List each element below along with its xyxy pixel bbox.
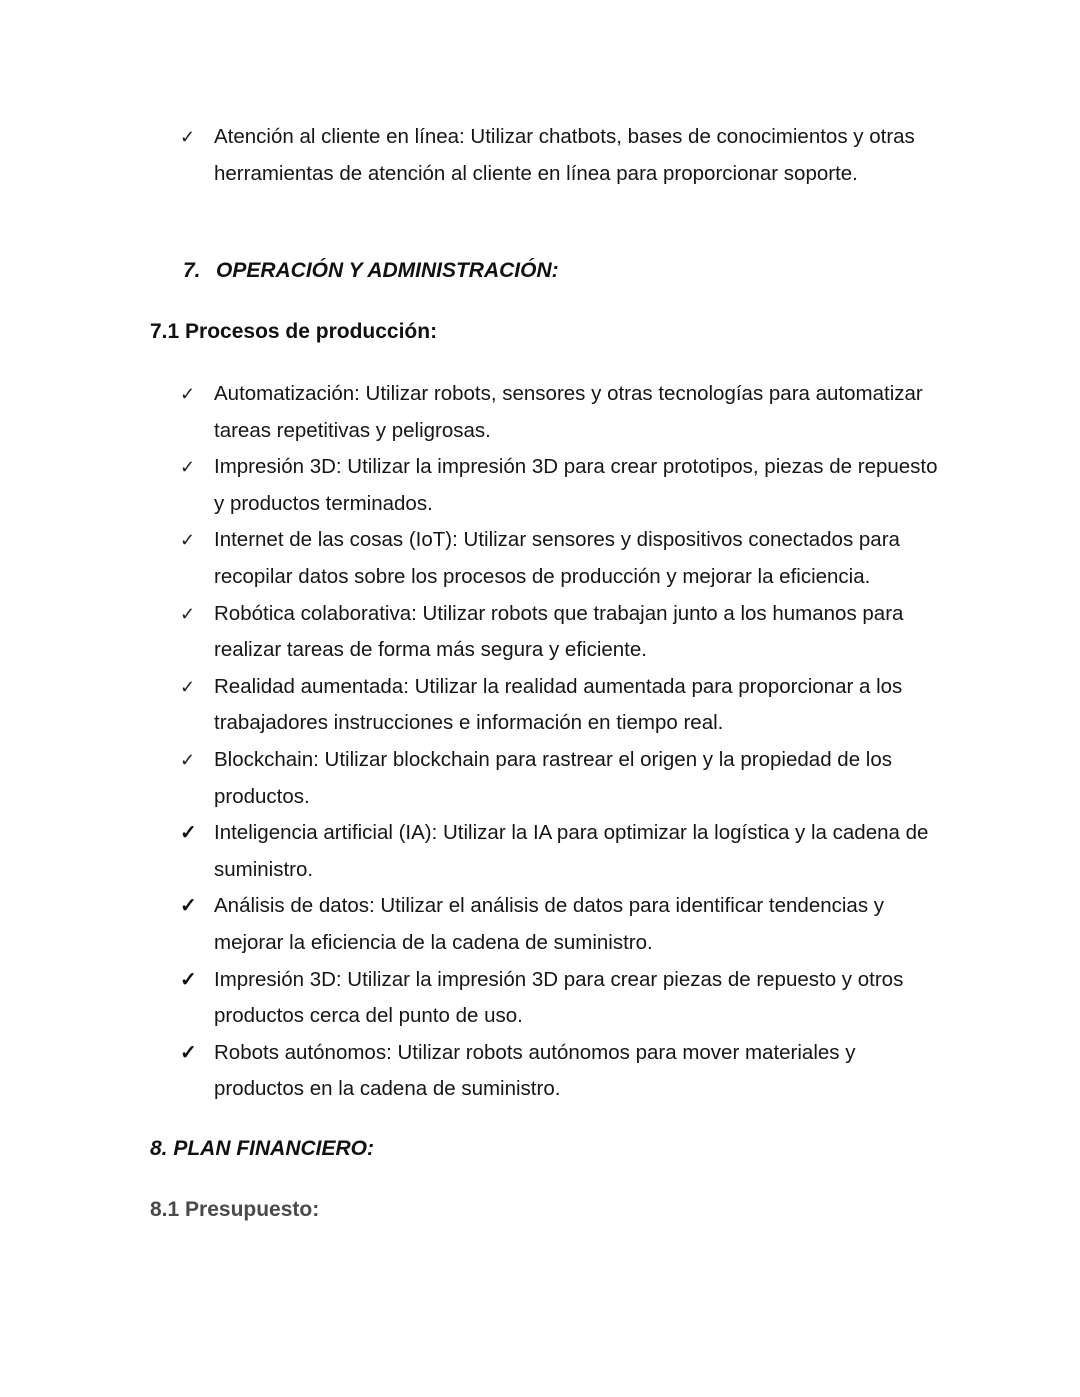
checkmark-icon: ✓ xyxy=(180,603,196,624)
checkmark-icon: ✓ xyxy=(180,676,196,697)
list-item-text: Blockchain: Utilizar blockchain para rastrear el origen y la propiedad de los productos. xyxy=(214,747,892,808)
list-item xyxy=(180,962,940,1035)
list-item-text: Análisis de datos: Utilizar el análisis de datos para identificar tendencias y mejorar la eficiencia de la cadena de suministro. xyxy=(214,894,885,954)
checkmark-icon: ✓ xyxy=(180,384,196,404)
list-item-text: Impresión 3D: Utilizar la impresión 3D para crear prototipos, piezas de repuesto y productos terminados. xyxy=(214,455,938,515)
list-item-text: Impresión 3D: Utilizar la impresión 3D para crear piezas de repuesto y otros productos cerca del punto de uso. xyxy=(214,967,904,1028)
list-item-text: Inteligencia artificial (IA): Utilizar la IA para optimizar la logística y la cadena de suministro. xyxy=(214,821,929,881)
list-item xyxy=(180,888,940,961)
checkmark-icon: ✓ xyxy=(180,749,196,770)
list-item xyxy=(180,119,940,192)
checkmark-icon: ✓ xyxy=(180,895,197,918)
list-item xyxy=(180,522,940,595)
list-item xyxy=(180,449,940,522)
list-item-text: Realidad aumentada: Utilizar la realidad aumentada para proporcionar a los trabajadores instrucciones e información en tiempo real. xyxy=(214,674,903,735)
list-item xyxy=(180,742,940,815)
section-8-heading: 8. PLAN FINANCIERO: xyxy=(150,1137,375,1160)
list-item xyxy=(180,376,940,449)
subsection-8-1-heading: 8.1 Presupuesto: xyxy=(150,1198,320,1221)
checkmark-icon: ✓ xyxy=(180,530,196,551)
checkmark-icon: ✓ xyxy=(180,457,196,478)
list-item-text: Automatización: Utilizar robots, sensores y otras tecnologías para automatizar tareas repetitivas y peligrosas. xyxy=(214,382,923,442)
list-item xyxy=(180,596,940,669)
list-item-text: Robótica colaborativa: Utilizar robots que trabajan junto a los humanos para realizar tareas de forma más segura y eficiente. xyxy=(214,601,904,662)
list-item-text: Atención al cliente en línea: Utilizar chatbots, bases de conocimientos y otras herramientas de atención al cliente en línea para proporcionar soporte. xyxy=(214,125,915,185)
checkmark-icon: ✓ xyxy=(180,127,196,147)
list-item xyxy=(180,815,940,888)
checkmark-icon: ✓ xyxy=(180,968,197,991)
section-7-heading xyxy=(183,259,559,283)
list-item-text: Internet de las cosas (IoT): Utilizar sensores y dispositivos conectados para recopilar datos sobre los procesos de producción y mejorar la eficiencia. xyxy=(214,528,900,588)
production-processes-list xyxy=(180,376,940,1108)
checkmark-icon: ✓ xyxy=(180,1041,197,1064)
section-7-title: OPERACIÓN Y ADMINISTRACIÓN: xyxy=(216,259,559,282)
list-item xyxy=(180,1035,940,1108)
list-item-text: Robots autónomos: Utilizar robots autónomos para mover materiales y productos en la cadena de suministro. xyxy=(214,1040,856,1101)
list-item xyxy=(180,669,940,742)
subsection-7-1-heading: 7.1 Procesos de producción: xyxy=(150,320,438,343)
section-7-number: 7. xyxy=(183,259,201,282)
top-bullet-list xyxy=(180,119,940,192)
checkmark-icon: ✓ xyxy=(180,822,197,845)
